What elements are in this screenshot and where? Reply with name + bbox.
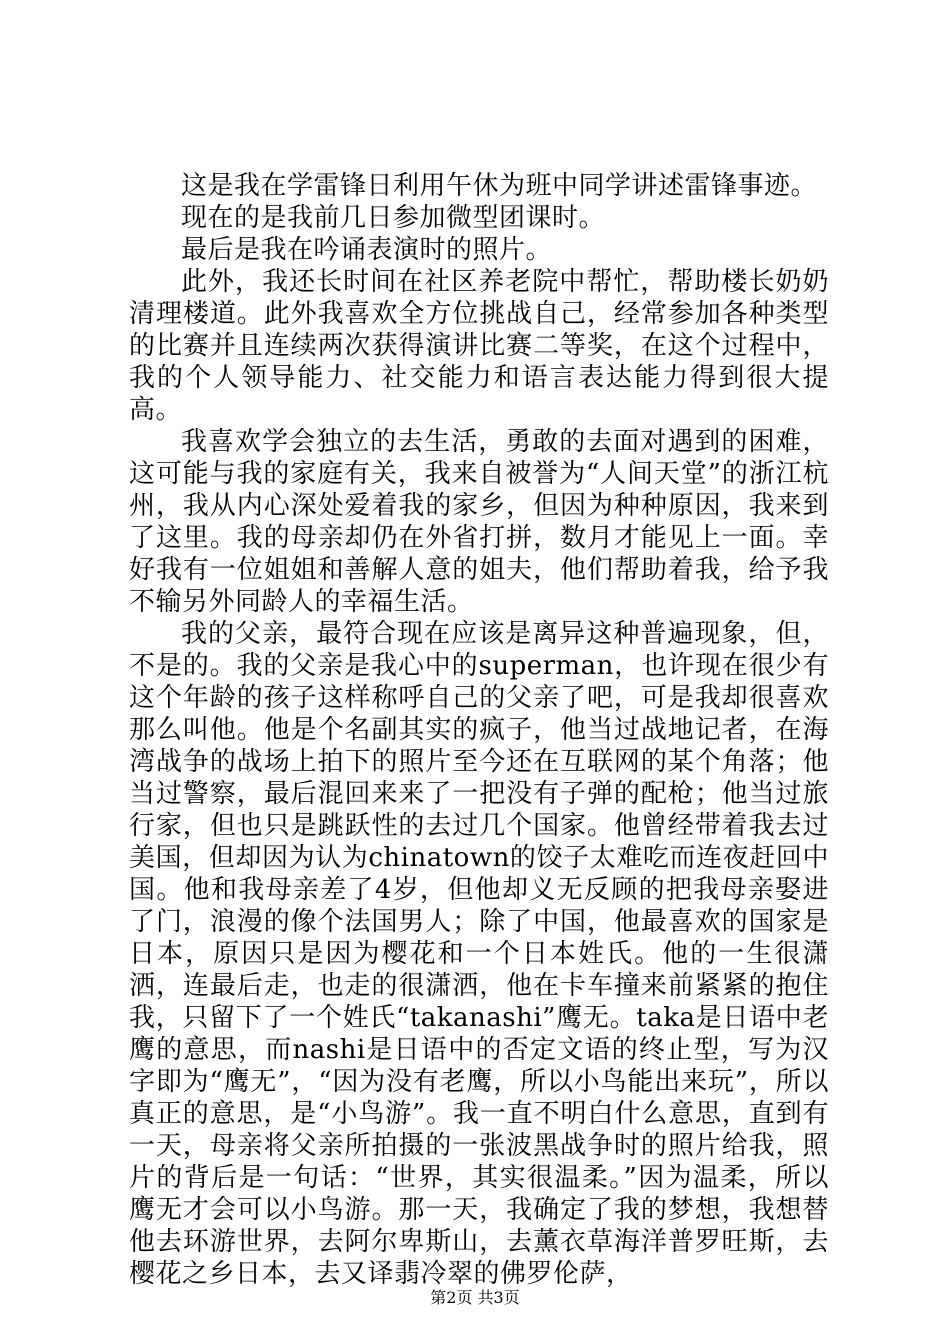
paragraph-3: 最后是我在吟诵表演时的照片。 xyxy=(181,235,553,265)
paragraph-5: 我喜欢学会独立的去生活，勇敢的去面对遇到的困难，这可能与我的家庭有关，我来自被誉为“人间天堂”的浙江杭州，我从内心深处爱着我的家乡，但因为种种原因，我来到了这里。我的母亲却仍在外省打拼，数月才能见上一面。幸好我有一位姐姐和善解人意的姐夫，他们帮助着我，给予我不输另外同龄人的幸福生活。 xyxy=(129,427,829,617)
paragraph-6: 我的父亲，最符合现在应该是离异这种普遍现象，但，不是的。我的父亲是我心中的superman，也许现在很少有这个年龄的孩子这样称呼自己的父亲了吧，可是我却很喜欢那么叫他。他是个名副其实的疯子，他当过战地记者，在海湾战争的战场上拍下的照片至今还在互联网的某个角落；他当过警察，最后混回来来了一把没有子弹的配枪；他当过旅行家，但也只是跳跃性的去过几个国家。他曾经带着我去过美国，但却因为认为chinatown的饺子太难吃而连夜赶回中国。他和我母亲差了4岁，但他却义无反顾的把我母亲娶进了门，浪漫的像个法国男人；除了中国，他最喜欢的国家是日本，原因只是因为樱花和一个日本姓氏。他的一生很潇洒，连最后走，也走的很潇洒，他在卡车撞来前紧紧的抱住我，只留下了一个姓氏“takanashi”鹰无。taka是日语中老鹰的意思，而nashi是日语中的否定文语的终止型，写为汉字即为“鹰无”，“因为没有老鹰，所以小鸟能出来玩”，所以真正的意思，是“小鸟游”。我一直不明白什么意思，直到有一天，母亲将父亲所拍摄的一张波黑战争时的照片给我，照片的背后是一句话：“世界，其实很温柔。”因为温柔，所以鹰无才会可以小鸟游。那一天，我确定了我的梦想，我想替他去环游世界，去阿尔卑斯山，去薰衣草海洋普罗旺斯，去樱花之乡日本，去又译翡冷翠的佛罗伦萨， xyxy=(129,619,829,1289)
page-footer: 第2页 共3页 xyxy=(430,1288,520,1307)
paragraph-4: 此外，我还长时间在社区养老院中帮忙，帮助楼长奶奶清理楼道。此外我喜欢全方位挑战自己，经常参加各种类型的比赛并且连续两次获得演讲比赛二等奖，在这个过程中，我的个人领导能力、社交能力和语言表达能力得到很大提高。 xyxy=(129,267,829,425)
paragraph-1: 这是我在学雷锋日利用午休为班中同学讲述雷锋事迹。 xyxy=(181,171,818,201)
paragraph-2: 现在的是我前几日参加微型团课时。 xyxy=(181,203,606,233)
document-body xyxy=(129,170,829,1290)
